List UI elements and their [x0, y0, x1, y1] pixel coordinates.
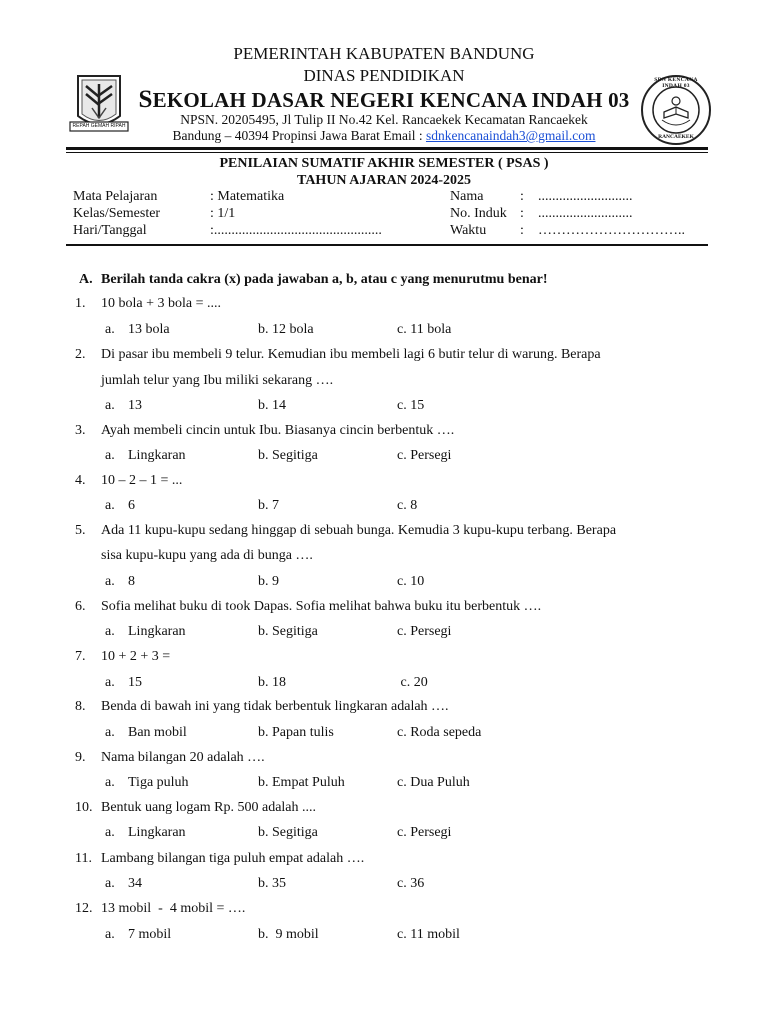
school-logo-bottom-text: RANCAEKEK [658, 134, 694, 140]
option-a[interactable]: Ban mobil [128, 725, 187, 740]
address-prefix: Bandung – 40394 Propinsi Jawa Barat Email : [172, 128, 426, 143]
question-text-continued: sisa kupu-kupu yang ada di bunga …. [101, 548, 313, 563]
question-number: 12. [75, 901, 93, 916]
option-c[interactable]: c. Roda sepeda [397, 725, 482, 740]
government-name: PEMERINTAH KABUPATEN BANDUNG [233, 44, 535, 63]
question-number: 9. [75, 750, 86, 765]
question-number: 2. [75, 347, 86, 362]
question-text: Sofia melihat buku di took Dapas. Sofia melihat bahwa buku itu berbentuk …. [101, 599, 542, 614]
section-letter: A. [79, 272, 93, 287]
question-number: 3. [75, 423, 86, 438]
option-letter-a: a. [105, 624, 115, 639]
section-instruction: Berilah tanda cakra (x) pada jawaban a, b, atau c yang menurutmu benar! [101, 272, 548, 287]
info-colon-time: : [520, 223, 524, 238]
option-c[interactable]: c. 10 [397, 574, 425, 589]
option-letter-a: a. [105, 498, 115, 513]
question-text: Bentuk uang logam Rp. 500 adalah .... [101, 800, 317, 815]
option-c[interactable]: c. 36 [397, 876, 425, 891]
option-c[interactable]: c. 11 bola [397, 322, 452, 337]
option-c[interactable]: c. 20 [397, 675, 428, 690]
info-value-student-id[interactable]: ........................... [538, 206, 633, 221]
question-text: 10 – 2 – 1 = ... [101, 473, 183, 488]
option-b[interactable]: b. 7 [258, 498, 279, 513]
question-text: Lambang bilangan tiga puluh empat adalah …. [101, 851, 365, 866]
option-c[interactable]: c. Persegi [397, 448, 452, 463]
question-text: 10 + 2 + 3 = [101, 649, 171, 664]
option-a[interactable]: 34 [128, 876, 142, 891]
option-a[interactable]: Lingkaran [128, 624, 186, 639]
info-colon-name: : [520, 189, 524, 204]
info-value-date[interactable]: :................................................ [210, 223, 382, 238]
school-address-line1: NPSN. 20205495, Jl Tulip II No.42 Kel. Rancaekek Kecamatan Rancaekek [180, 112, 588, 127]
option-letter-a: a. [105, 775, 115, 790]
info-colon-student-id: : [520, 206, 524, 221]
option-b[interactable]: b. Segitiga [258, 448, 318, 463]
info-label-subject: Mata Pelajaran [73, 189, 158, 204]
option-a[interactable]: 13 [128, 398, 142, 413]
option-letter-a: a. [105, 675, 115, 690]
email-link[interactable]: sdnkencanaindah3@gmail.com [425, 128, 596, 143]
question-text: Ayah membeli cincin untuk Ibu. Biasanya cincin berbentuk …. [101, 423, 455, 438]
school-logo-top-text: SDN KENCANA INDAH 03 [654, 77, 698, 89]
option-letter-a: a. [105, 876, 115, 891]
option-c[interactable]: c. 15 [397, 398, 425, 413]
option-a[interactable]: 13 bola [128, 322, 170, 337]
option-b[interactable]: b. Segitiga [258, 624, 318, 639]
option-letter-a: a. [105, 927, 115, 942]
option-b[interactable]: b. Segitiga [258, 825, 318, 840]
info-divider [66, 244, 708, 246]
option-c[interactable]: c. Persegi [397, 825, 452, 840]
question-number: 11. [75, 851, 92, 866]
question-text: Benda di bawah ini yang tidak berbentuk lingkaran adalah …. [101, 699, 449, 714]
option-b[interactable]: b. 9 [258, 574, 279, 589]
option-c[interactable]: c. Dua Puluh [397, 775, 470, 790]
question-number: 5. [75, 523, 86, 538]
info-label-date: Hari/Tanggal [73, 223, 147, 238]
question-number: 1. [75, 296, 86, 311]
option-c[interactable]: c. Persegi [397, 624, 452, 639]
department-name: DINAS PENDIDIKAN [303, 66, 465, 85]
regency-logo-ribbon-text: REPAH GEMAH RIPAH [72, 123, 126, 129]
question-text: 10 bola + 3 bola = .... [101, 296, 221, 311]
question-number: 10. [75, 800, 93, 815]
school-name-rest: EKOLAH DASAR NEGERI KENCANA INDAH 03 [152, 88, 630, 112]
option-letter-a: a. [105, 574, 115, 589]
info-label-name: Nama [450, 189, 484, 204]
question-text: Nama bilangan 20 adalah …. [101, 750, 265, 765]
option-a[interactable]: 8 [128, 574, 135, 589]
option-b[interactable]: b. 35 [258, 876, 286, 891]
header-divider-thin [66, 152, 708, 153]
exam-year: TAHUN AJARAN 2024-2025 [297, 173, 471, 188]
option-letter-a: a. [105, 448, 115, 463]
option-letter-a: a. [105, 398, 115, 413]
info-label-student-id: No. Induk [450, 206, 507, 221]
option-a[interactable]: 15 [128, 675, 142, 690]
question-number: 7. [75, 649, 86, 664]
option-a[interactable]: Tiga puluh [128, 775, 189, 790]
question-text: 13 mobil - 4 mobil = …. [101, 901, 246, 916]
question-number: 6. [75, 599, 86, 614]
option-a[interactable]: Lingkaran [128, 448, 186, 463]
option-c[interactable]: c. 8 [397, 498, 418, 513]
option-a[interactable]: 7 mobil [128, 927, 172, 942]
option-a[interactable]: Lingkaran [128, 825, 186, 840]
info-label-class: Kelas/Semester [73, 206, 161, 221]
question-number: 8. [75, 699, 86, 714]
exam-title: PENILAIAN SUMATIF AKHIR SEMESTER ( PSAS ) [219, 156, 549, 171]
option-b[interactable]: b. Empat Puluh [258, 775, 345, 790]
option-letter-a: a. [105, 825, 115, 840]
option-b[interactable]: b. 9 mobil [258, 927, 319, 942]
option-c[interactable]: c. 11 mobil [397, 927, 460, 942]
header-divider-thick [66, 147, 708, 150]
school-name-initial: S [138, 86, 153, 113]
question-text-continued: jumlah telur yang Ibu miliki sekarang …. [101, 373, 334, 388]
school-address-line2 [0, 128, 768, 144]
option-b[interactable]: b. 14 [258, 398, 286, 413]
info-value-name[interactable]: ........................... [538, 189, 633, 204]
option-a[interactable]: 6 [128, 498, 135, 513]
info-value-subject: : Matematika [210, 189, 285, 204]
option-letter-a: a. [105, 725, 115, 740]
option-b[interactable]: b. 12 bola [258, 322, 314, 337]
info-value-time[interactable]: ………………………….. [538, 223, 685, 238]
info-value-class: : 1/1 [210, 206, 236, 221]
question-number: 4. [75, 473, 86, 488]
option-b[interactable]: b. 18 [258, 675, 286, 690]
info-label-time: Waktu [450, 223, 487, 238]
school-name [0, 86, 768, 114]
question-text: Di pasar ibu membeli 9 telur. Kemudian ibu membeli lagi 6 butir telur di warung. Berapa [101, 347, 601, 362]
option-letter-a: a. [105, 322, 115, 337]
option-b[interactable]: b. Papan tulis [258, 725, 334, 740]
question-text: Ada 11 kupu-kupu sedang hinggap di sebuah bunga. Kemudia 3 kupu-kupu terbang. Berapa [101, 523, 617, 538]
